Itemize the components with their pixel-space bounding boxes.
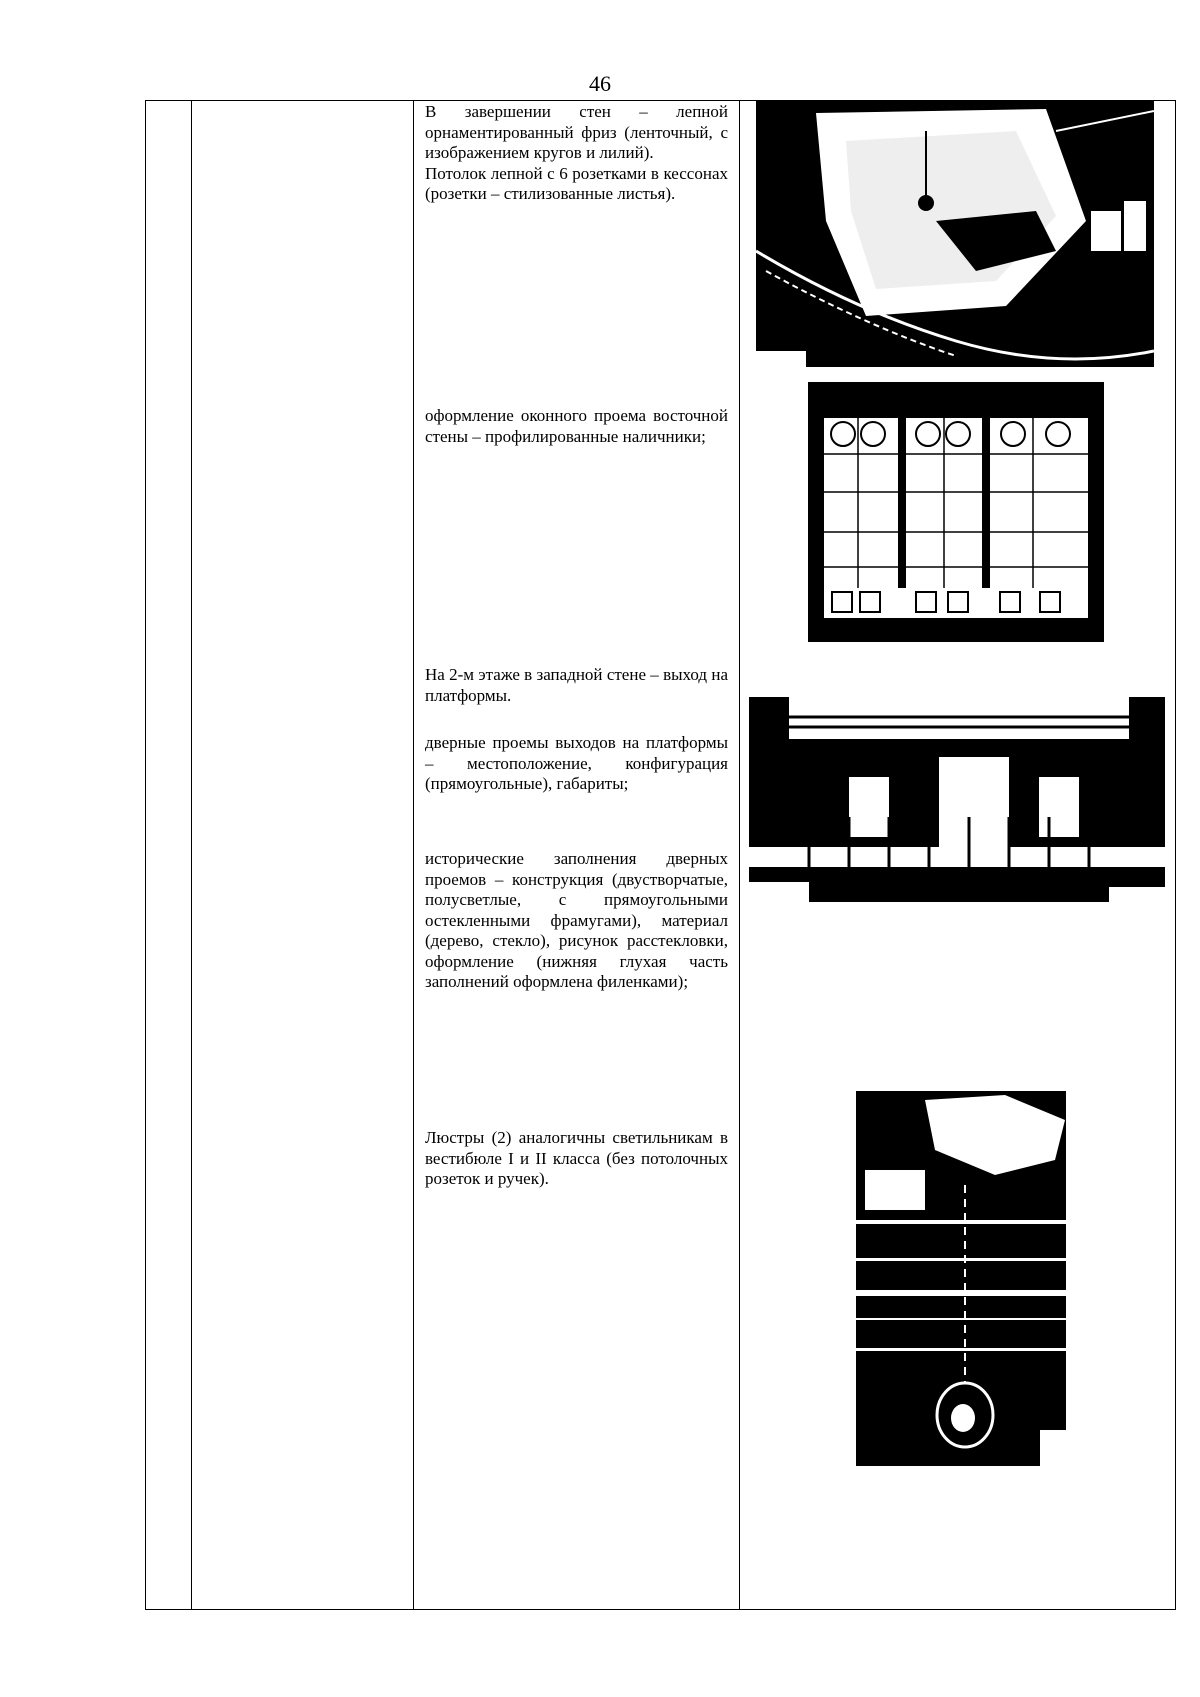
ceiling-frieze-photo (756, 101, 1154, 367)
paragraph: оформление оконного проема восточной стены – профилированные наличники; (425, 406, 728, 446)
window-opening-photo (808, 382, 1104, 642)
table-column-divider (191, 101, 192, 1609)
text-block-door-openings (425, 733, 728, 795)
text-block-chandeliers (425, 1128, 728, 1190)
table-column-divider (413, 101, 414, 1609)
paragraph: Люстры (2) аналогичны светильникам в вестибюле I и II класса (без потолочных розеток и ручек). (425, 1128, 728, 1188)
text-block-platform-exit (425, 665, 728, 706)
paragraph: дверные проемы выходов на платформы – местоположение, конфигурация (прямоугольные), габариты; (425, 733, 728, 793)
text-block-door-fillings (425, 849, 728, 993)
paragraph: В завершении стен – лепной орнаментированный фриз (ленточный, с изображением кругов и лилий). (425, 102, 728, 162)
platform-exit-doors-photo (749, 697, 1165, 902)
paragraph: Потолок лепной с 6 розетками в кессонах (розетки – стилизованные листья). (425, 163, 728, 203)
text-block-window (425, 406, 728, 447)
chandelier-photo (855, 1090, 1067, 1467)
table-column-divider (739, 101, 740, 1609)
paragraph: исторические заполнения дверных проемов – конструкция (двустворчатые, полусветлые, с прямоугольными остекленными фрамугами), материал (дерево, стекло), рисунок расстекловки, оформление (нижняя глухая часть заполнений оформлена филенками); (425, 849, 728, 991)
text-block-frieze-ceiling (425, 102, 728, 205)
paragraph: На 2-м этаже в западной стене – выход на платформы. (425, 665, 728, 705)
page-number: 46 (589, 71, 611, 96)
